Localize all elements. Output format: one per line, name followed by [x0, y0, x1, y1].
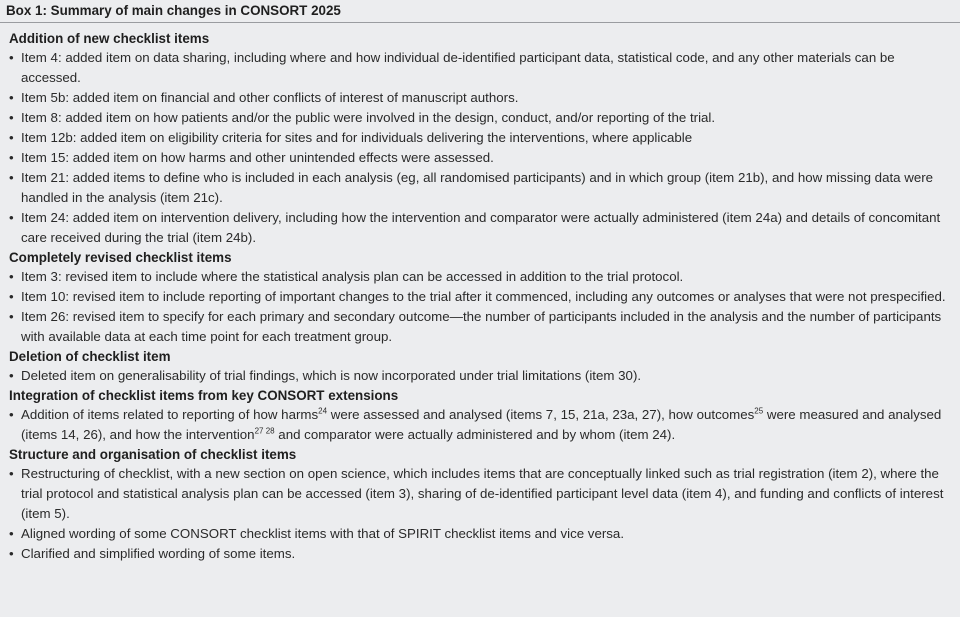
bullet-icon: •	[9, 546, 14, 561]
bullet-list	[9, 48, 952, 248]
section-heading: Deletion of checklist item	[9, 349, 171, 364]
item-text: Aligned wording of some CONSORT checklist items with that of SPIRIT checklist items and vice versa.	[21, 526, 625, 541]
bullet-icon: •	[9, 50, 14, 65]
bullet-list	[9, 464, 952, 564]
item-text: Item 5b: added item on financial and other conflicts of interest of manuscript authors.	[21, 90, 519, 105]
item-text: Item 4: added item on data sharing, including where and how individual de-identified participant data, statistical code, and any other materials can be accessed.	[21, 50, 895, 85]
list-item	[9, 544, 952, 564]
item-text: Item 10: revised item to include reporting of important changes to the trial after it commenced, including any outcomes or analyses that were not prespecified.	[21, 289, 946, 304]
list-item	[9, 128, 952, 148]
section	[9, 249, 952, 347]
list-item	[9, 366, 952, 386]
item-text: Clarified and simplified wording of some items.	[21, 546, 296, 561]
list-item	[9, 307, 952, 347]
section	[9, 387, 952, 445]
item-text: and comparator were actually administered and by whom (item 24).	[274, 427, 676, 442]
item-text: Addition of items related to reporting of how harms	[21, 407, 319, 422]
item-text: were assessed and analysed (items 7, 15, 21a, 23a, 27), how outcomes	[327, 407, 755, 422]
list-item	[9, 524, 952, 544]
bullet-icon: •	[9, 269, 14, 284]
bullet-icon: •	[9, 90, 14, 105]
bullet-icon: •	[9, 309, 14, 324]
list-item	[9, 108, 952, 128]
item-text: Item 12b: added item on eligibility criteria for sites and for individuals delivering the interventions, where applicable	[21, 130, 693, 145]
section-heading: Integration of checklist items from key CONSORT extensions	[9, 388, 399, 403]
list-item	[9, 168, 952, 208]
reference-superscript: 24	[318, 406, 328, 416]
section	[9, 446, 952, 564]
bullet-list	[9, 405, 952, 445]
bullet-icon: •	[9, 150, 14, 165]
list-item	[9, 48, 952, 88]
item-text: Item 26: revised item to specify for each primary and secondary outcome—the number of participants included in the analysis and the number of participants with available data at each time point for each treatment group.	[21, 309, 942, 344]
item-text: Deleted item on generalisability of trial findings, which is now incorporated under trial limitations (item 30).	[21, 368, 642, 383]
bullet-icon: •	[9, 407, 14, 422]
list-item	[9, 148, 952, 168]
bullet-icon: •	[9, 130, 14, 145]
bullet-icon: •	[9, 110, 14, 125]
bullet-list	[9, 366, 952, 386]
box-content	[0, 23, 960, 564]
reference-superscript: 27 28	[254, 426, 275, 436]
reference-superscript: 25	[754, 406, 764, 416]
item-text: Item 8: added item on how patients and/or the public were involved in the design, conduct, and/or reporting of the trial.	[21, 110, 716, 125]
bullet-icon: •	[9, 289, 14, 304]
list-item	[9, 88, 952, 108]
bullet-icon: •	[9, 368, 14, 383]
bullet-list	[9, 267, 952, 347]
bullet-icon: •	[9, 526, 14, 541]
section	[9, 30, 952, 248]
item-text: Item 21: added items to define who is included in each analysis (eg, all randomised participants) and in which group (item 21b), and how missing data were handled in the analysis (item 21c).	[21, 170, 934, 205]
list-item	[9, 267, 952, 287]
section-heading: Structure and organisation of checklist items	[9, 447, 297, 462]
section-heading: Addition of new checklist items	[9, 31, 210, 46]
bullet-icon: •	[9, 466, 14, 481]
list-item	[9, 464, 952, 524]
box-title: Box 1: Summary of main changes in CONSORT 2025	[0, 0, 960, 23]
item-text: Item 24: added item on intervention delivery, including how the intervention and comparator were actually administered (item 24a) and details of concomitant care received during the trial (item 24b).	[21, 210, 941, 245]
section	[9, 348, 952, 386]
item-text: Item 15: added item on how harms and other unintended effects were assessed.	[21, 150, 494, 165]
list-item	[9, 287, 952, 307]
section-heading: Completely revised checklist items	[9, 250, 232, 265]
item-text: Item 3: revised item to include where the statistical analysis plan can be accessed in addition to the trial protocol.	[21, 269, 684, 284]
list-item	[9, 405, 952, 445]
bullet-icon: •	[9, 210, 14, 225]
item-text: were measured and analysed (items 14, 26), and how the intervention	[21, 407, 942, 442]
item-text: Restructuring of checklist, with a new section on open science, which includes items that are conceptually linked such as trial registration (item 2), where the trial protocol and statistical analysis plan can be accessed (item 3), sharing of de-identified participant level data (item 4), and funding and conflicts of interest (item 5).	[21, 466, 944, 521]
list-item	[9, 208, 952, 248]
bullet-icon: •	[9, 170, 14, 185]
